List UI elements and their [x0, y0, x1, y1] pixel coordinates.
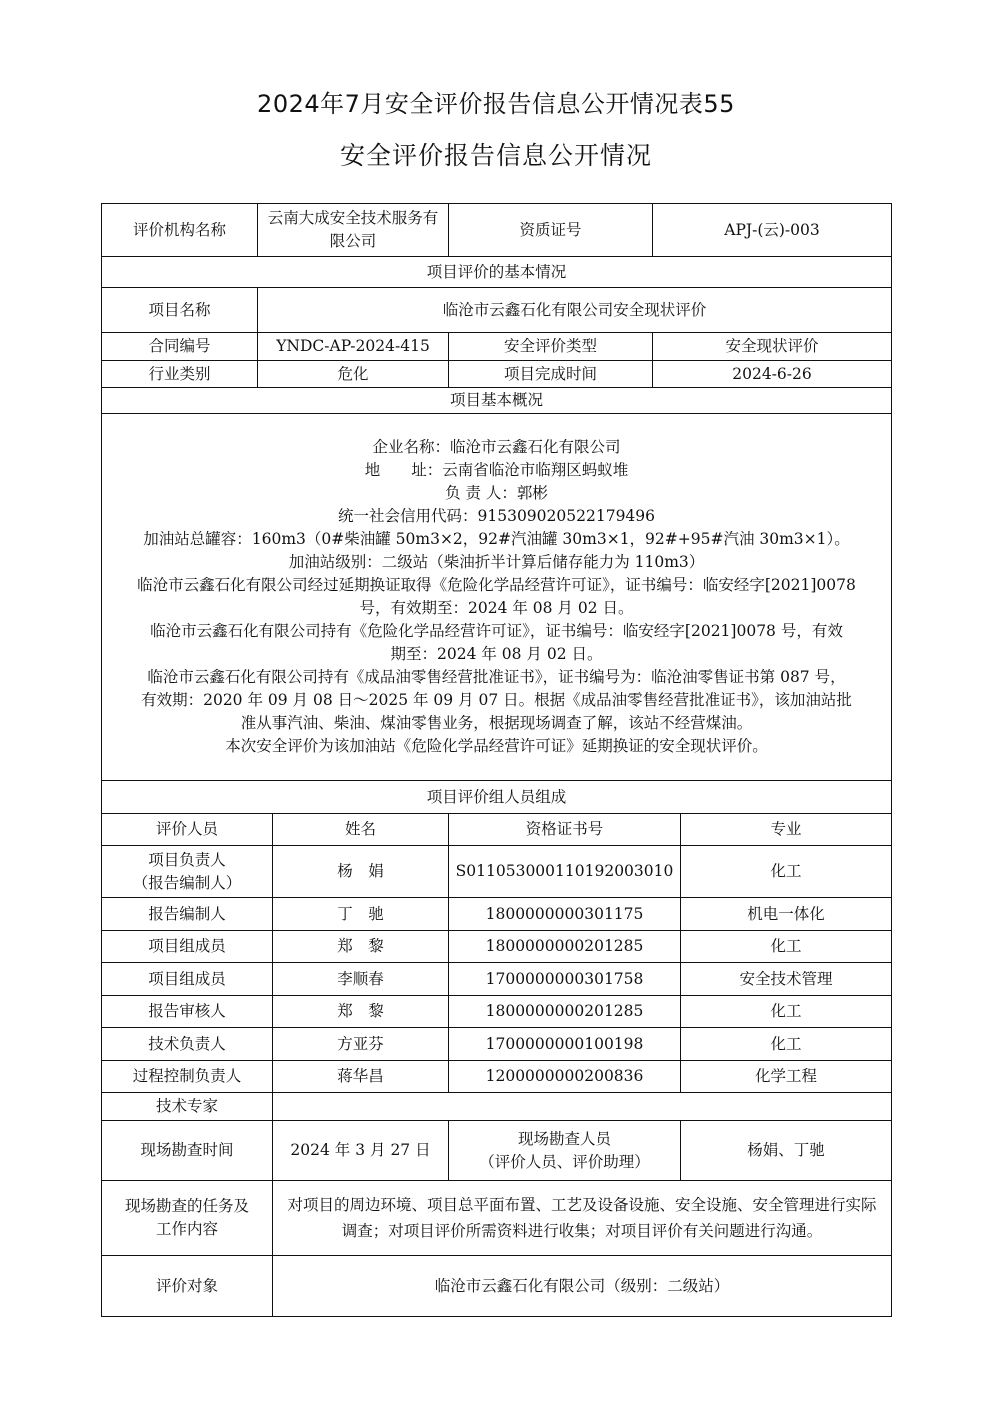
eval-target-label: 评价对象 [102, 1256, 273, 1317]
team-name: 丁 驰 [273, 898, 449, 931]
survey-task-label-line2: 工作内容 [155, 1220, 218, 1238]
org-row [102, 204, 892, 257]
team-name: 蒋华昌 [273, 1061, 449, 1093]
finish-time-label: 项目完成时间 [449, 361, 653, 388]
team-major: 化工 [681, 996, 892, 1028]
cert-value: APJ-(云)-003 [653, 204, 892, 257]
survey-people-label [449, 1121, 681, 1181]
eval-type-label: 安全评价类型 [449, 333, 653, 361]
survey-time-value: 2024 年 3 月 27 日 [273, 1121, 449, 1181]
project-name-label: 项目名称 [102, 288, 258, 333]
team-name: 郑 黎 [273, 996, 449, 1028]
disclosure-table [101, 203, 892, 1317]
table-row [102, 963, 892, 996]
survey-task-label-line1: 现场勘查的任务及 [124, 1197, 249, 1215]
team-header-row [102, 814, 892, 846]
org-name-value: 云南大成安全技术服务有限公司 [258, 204, 449, 257]
finish-time-value: 2024-6-26 [653, 361, 892, 388]
org-name-label: 评价机构名称 [102, 204, 258, 257]
team-role: 项目组成员 [102, 931, 273, 963]
team-col-cert: 资格证书号 [449, 814, 681, 846]
team-section-header: 项目评价组人员组成 [102, 781, 892, 814]
survey-people-label-line1: 现场勘查人员 [518, 1129, 612, 1148]
overview-line: 加油站级别：二级站（柴油折半计算后储存能力为 110m3） [288, 553, 705, 571]
overview-line: 期至：2024 年 08 月 02 日。 [390, 645, 603, 663]
overview-line: 号，有效期至：2024 年 08 月 02 日。 [359, 599, 634, 617]
industry-value: 危化 [258, 361, 449, 388]
team-role: 技术负责人 [102, 1028, 273, 1061]
table-row [102, 846, 892, 898]
team-cert: 1800000000301175 [449, 898, 681, 931]
team-major: 化工 [681, 846, 892, 898]
survey-task-label [102, 1181, 273, 1256]
team-name: 郑 黎 [273, 931, 449, 963]
overview-line: 加油站总罐容：160m3（0#柴油罐 50m3×2，92#汽油罐 30m3×1，92#+95#汽油 30m3×1）。 [143, 530, 850, 548]
team-cert: 1700000000100198 [449, 1028, 681, 1061]
industry-label: 行业类别 [102, 361, 258, 388]
table-row [102, 931, 892, 963]
team-cert: 1700000000301758 [449, 963, 681, 996]
team-cert: 1200000000200836 [449, 1061, 681, 1093]
overview-section-header: 项目基本概况 [102, 388, 892, 414]
overview-line: 临沧市云鑫石化有限公司持有《危险化学品经营许可证》，证书编号：临安经字[2021]0078 号，有效 [150, 622, 843, 640]
overview-line: 本次安全评价为该加油站《危险化学品经营许可证》延期换证的安全现状评价。 [225, 737, 768, 755]
overview-line: 负 责 人：郭彬 [445, 484, 548, 502]
contract-value: YNDC-AP-2024-415 [258, 333, 449, 361]
team-col-name: 姓名 [273, 814, 449, 846]
expert-value [273, 1093, 892, 1121]
team-role: 报告编制人 [102, 898, 273, 931]
survey-task-value: 对项目的周边环境、项目总平面布置、工艺及设备设施、安全设施、安全管理进行实际调查；对项目评价所需资料进行收集；对项目评价有关问题进行沟通。 [273, 1181, 892, 1256]
page-subtitle: 安全评价报告信息公开情况 [339, 141, 652, 170]
overview-line: 有效期：2020 年 09 月 08 日～2025 年 09 月 07 日。根据《成品油零售经营批准证书》，该加油站批 [141, 691, 852, 709]
contract-label: 合同编号 [102, 333, 258, 361]
eval-type-value: 安全现状评价 [653, 333, 892, 361]
team-cert: 1800000000201285 [449, 996, 681, 1028]
team-role: 项目组成员 [102, 963, 273, 996]
team-major: 机电一体化 [681, 898, 892, 931]
team-role-line1: 项目负责人 [148, 850, 226, 869]
table-row [102, 1061, 892, 1093]
team-major: 化工 [681, 1028, 892, 1061]
team-cert: S011053000110192003010 [449, 846, 681, 898]
team-major: 化学工程 [681, 1061, 892, 1093]
team-role: 报告审核人 [102, 996, 273, 1028]
eval-target-value: 临沧市云鑫石化有限公司（级别：二级站） [273, 1256, 892, 1317]
overview-line: 地 址：云南省临沧市临翔区蚂蚁堆 [364, 461, 629, 479]
overview-content [102, 414, 892, 781]
table-row [102, 898, 892, 931]
page-title: 2024年7月安全评价报告信息公开情况表55 [257, 90, 735, 118]
basic-section-header: 项目评价的基本情况 [102, 257, 892, 288]
team-col-major: 专业 [681, 814, 892, 846]
overview-line: 准从事汽油、柴油、煤油零售业务，根据现场调查了解，该站不经营煤油。 [240, 714, 753, 732]
cert-label: 资质证号 [449, 204, 653, 257]
team-name: 方亚芬 [273, 1028, 449, 1061]
survey-people-label-line2: （评价人员、评价助理） [479, 1152, 650, 1171]
survey-time-label: 现场勘查时间 [102, 1121, 273, 1181]
team-role [102, 846, 273, 898]
table-row [102, 1028, 892, 1061]
team-major: 化工 [681, 931, 892, 963]
team-name: 杨 娟 [273, 846, 449, 898]
overview-line: 临沧市云鑫石化有限公司经过延期换证取得《危险化学品经营许可证》，证书编号：临安经字[2021]0078 [137, 576, 856, 594]
team-name: 李顺春 [273, 963, 449, 996]
team-cert: 1800000000201285 [449, 931, 681, 963]
team-col-role: 评价人员 [102, 814, 273, 846]
table-row [102, 996, 892, 1028]
team-role: 过程控制负责人 [102, 1061, 273, 1093]
overview-line: 企业名称：临沧市云鑫石化有限公司 [372, 438, 621, 456]
overview-line: 临沧市云鑫石化有限公司持有《成品油零售经营批准证书》，证书编号为：临沧油零售证书第 087 号， [147, 668, 846, 686]
expert-label: 技术专家 [102, 1093, 273, 1121]
survey-people-value: 杨娟、丁驰 [681, 1121, 892, 1181]
project-name-value: 临沧市云鑫石化有限公司安全现状评价 [258, 288, 892, 333]
team-role-line2: （报告编制人） [132, 873, 242, 892]
team-major: 安全技术管理 [681, 963, 892, 996]
overview-line: 统一社会信用代码：915309020522179496 [338, 507, 656, 525]
